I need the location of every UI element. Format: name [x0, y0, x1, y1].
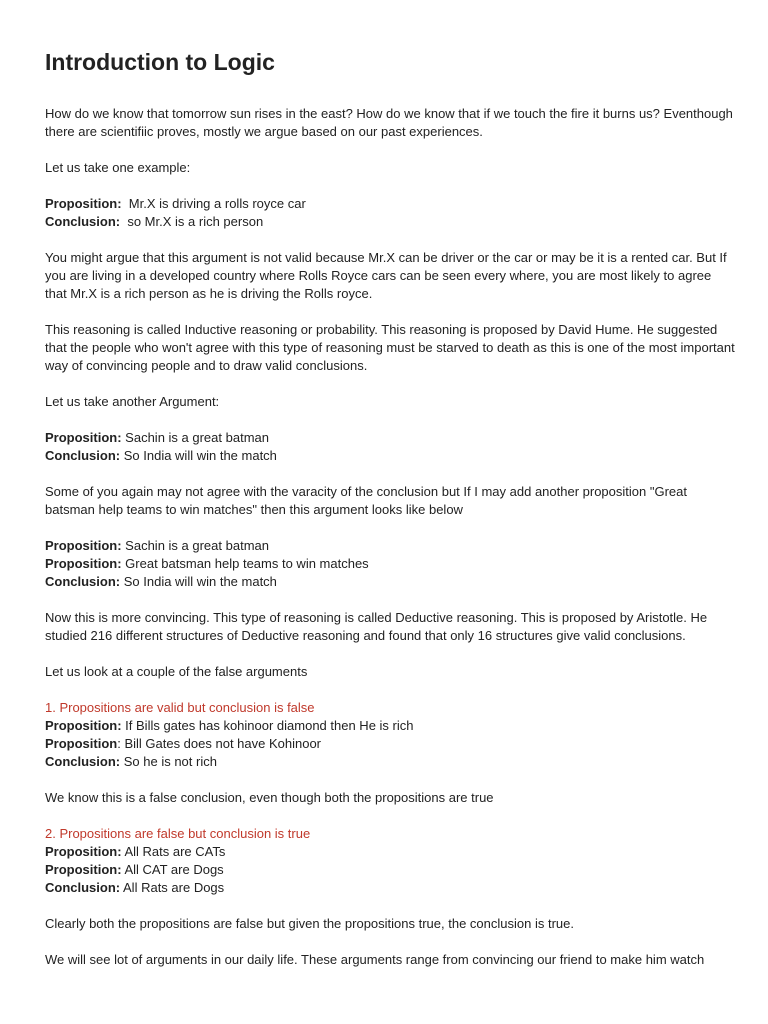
- conclusion-text: So India will win the match: [123, 574, 277, 589]
- proposition-text: All Rats are CATs: [124, 844, 226, 859]
- argument-paragraph: You might argue that this argument is not valid because Mr.X can be driver or the car or may be it is a rented car. But If you are living in a developed country where Rolls Royce cars can be seen every where, you are most likely to agree that Mr.X is a rich person as he is driving the Rolls royce.: [45, 250, 727, 301]
- proposition-text: Sachin is a great batman: [125, 430, 269, 445]
- proposition-text: Mr.X is driving a rolls royce car: [128, 196, 306, 211]
- another-argument-intro: Let us take another Argument:: [45, 394, 220, 409]
- document-body: [45, 105, 735, 987]
- varacity-paragraph: Some of you again may not agree with the varacity of the conclusion but If I may add another proposition "Great batsman help teams to win matches" then this argument looks like below: [45, 484, 687, 517]
- daily-life-paragraph: We will see lot of arguments in our daily life. These arguments range from convincing our friend to make him watch: [45, 952, 705, 967]
- proposition-label: Proposition:: [45, 196, 122, 211]
- conclusion-label: Conclusion:: [45, 574, 121, 589]
- proposition-label: Proposition:: [45, 844, 122, 859]
- false-arguments-intro: Let us look at a couple of the false arguments: [45, 664, 308, 679]
- conclusion-label: Conclusion:: [45, 214, 121, 229]
- conclusion-text: All Rats are Dogs: [123, 880, 225, 895]
- example-2: [45, 429, 735, 465]
- example-3: [45, 537, 735, 591]
- proposition-label: Proposition:: [45, 430, 122, 445]
- conclusion-text: So he is not rich: [123, 754, 217, 769]
- proposition-text: : Bill Gates does not have Kohinoor: [117, 736, 322, 751]
- false-argument-2: [45, 825, 735, 897]
- proposition-label: Proposition:: [45, 556, 122, 571]
- conclusion-label: Conclusion:: [45, 880, 121, 895]
- page-title: Introduction to Logic: [45, 49, 275, 75]
- conclusion-label: Conclusion:: [45, 448, 121, 463]
- false-argument-1: [45, 699, 735, 771]
- example-1: [45, 195, 735, 231]
- proposition-text: Sachin is a great batman: [125, 538, 269, 553]
- intro-paragraph: How do we know that tomorrow sun rises in the east? How do we know that if we touch the fire it burns us? Eventhough there are scientifiic proves, mostly we argue based on our past experiences.: [45, 106, 733, 139]
- conclusion-label: Conclusion:: [45, 754, 121, 769]
- clearly-paragraph: Clearly both the propositions are false but given the propositions true, the conclusion is true.: [45, 916, 574, 931]
- conclusion-text: So India will win the match: [123, 448, 277, 463]
- proposition-label: Proposition:: [45, 538, 122, 553]
- deductive-paragraph: Now this is more convincing. This type of reasoning is called Deductive reasoning. This is proposed by Aristotle. He studied 216 different structures of Deductive reasoning and found that only 16 structures give valid conclusions.: [45, 610, 708, 643]
- false-argument-heading: 1. Propositions are valid but conclusion is false: [45, 700, 315, 715]
- inductive-paragraph: This reasoning is called Inductive reasoning or probability. This reasoning is proposed by David Hume. He suggested that the people who won't agree with this type of reasoning must be starved to death as this is one of the most important way of convincing people and to draw valid conclusions.: [45, 322, 735, 373]
- conclusion-text: so Mr.X is a rich person: [127, 214, 264, 229]
- proposition-text: If Bills gates has kohinoor diamond then He is rich: [125, 718, 414, 733]
- false-conclusion-paragraph: We know this is a false conclusion, even though both the propositions are true: [45, 790, 494, 805]
- proposition-text: All CAT are Dogs: [124, 862, 224, 877]
- proposition-label: Proposition:: [45, 862, 122, 877]
- proposition-text: Great batsman help teams to win matches: [125, 556, 369, 571]
- example-intro: Let us take one example:: [45, 160, 191, 175]
- proposition-label: Proposition:: [45, 718, 122, 733]
- proposition-label: Proposition: [45, 736, 118, 751]
- false-argument-heading: 2. Propositions are false but conclusion is true: [45, 826, 311, 841]
